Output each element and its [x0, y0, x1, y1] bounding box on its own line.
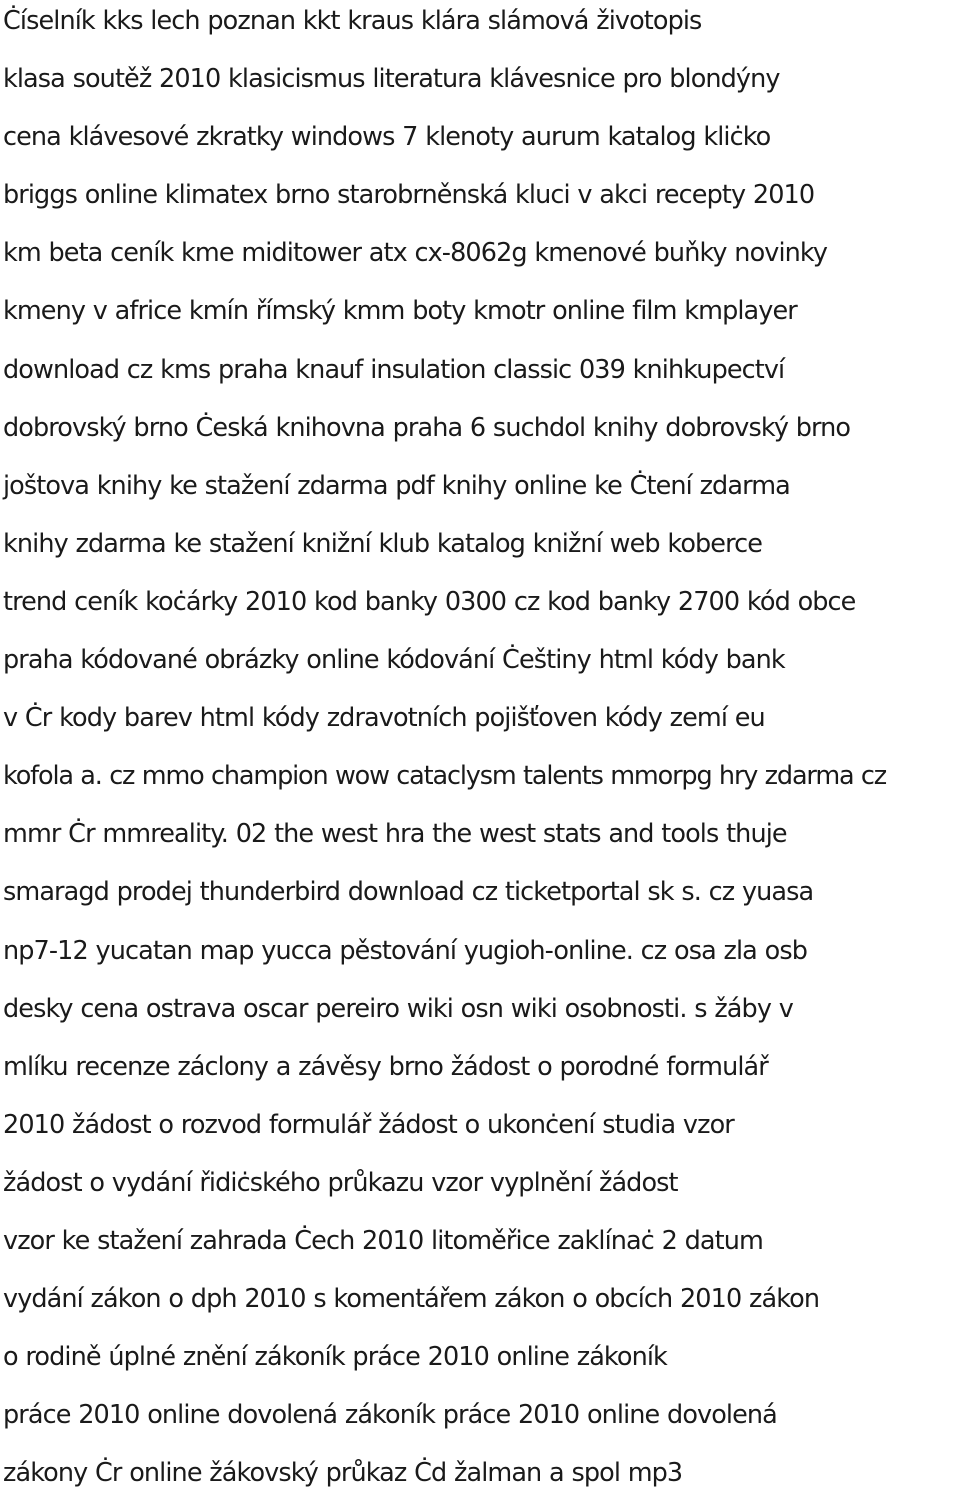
text-line-25: práce 2010 online dovolená zákoník práce 2010 online dovolená — [3, 1400, 777, 1431]
text-line-18: desky cena ostrava oscar pereiro wiki osn wiki osobnosti. s žáby v — [3, 993, 793, 1024]
text-line-8: dobrovský brno Ċeská knihovna praha 6 suchdol knihy dobrovský brno — [3, 412, 851, 443]
text-line-23: vydání zákon o dph 2010 s komentářem zákon o obcích 2010 zákon — [3, 1284, 820, 1315]
text-line-4: briggs online klimatex brno starobrněnská kluci v akci recepty 2010 — [3, 180, 815, 211]
text-line-13: v Ċr kody barev html kódy zdravotních pojišťoven kódy zemí eu — [3, 703, 765, 734]
text-line-16: smaragd prodej thunderbird download cz ticketportal sk s. cz yuasa — [3, 877, 814, 908]
text-line-17: np7-12 yucatan map yucca pěstování yugioh-online. cz osa zla osb — [3, 935, 807, 966]
document-body — [3, 0, 958, 1510]
text-line-24: o rodině úplné znění zákoník práce 2010 online zákoník — [3, 1342, 667, 1373]
text-line-14: kofola a. cz mmo champion wow cataclysm talents mmorpg hry zdarma cz — [3, 761, 887, 792]
text-line-12: praha kódované obrázky online kódování Ċeštiny html kódy bank — [3, 645, 785, 676]
text-line-10: knihy zdarma ke stažení knižní klub katalog knižní web koberce — [3, 528, 763, 559]
text-line-26: zákony Ċr online žákovský průkaz Ċd žalman a spol mp3 — [3, 1458, 683, 1489]
text-line-5: km beta ceník kme miditower atx cx-8062g kmenové buňky novinky — [3, 238, 828, 269]
text-line-21: žádost o vydání řidiċského průkazu vzor vyplnění žádost — [3, 1167, 678, 1198]
text-line-2: klasa soutěž 2010 klasicismus literatura klávesnice pro blondýny — [3, 64, 780, 95]
text-line-6: kmeny v africe kmín římský kmm boty kmotr online film kmplayer — [3, 296, 797, 327]
text-line-3: cena klávesové zkratky windows 7 klenoty aurum katalog kliċko — [3, 122, 771, 153]
text-line-11: trend ceník koċárky 2010 kod banky 0300 cz kod banky 2700 kód obce — [3, 586, 856, 617]
text-line-22: vzor ke stažení zahrada Ċech 2010 litoměřice zaklínaċ 2 datum — [3, 1225, 763, 1256]
text-line-7: download cz kms praha knauf insulation classic 039 knihkupectví — [3, 354, 785, 385]
text-line-19: mlíku recenze záclony a závěsy brno žádost o porodné formulář — [3, 1051, 768, 1082]
text-line-1: Ċíselník kks lech poznan kkt kraus klára slámová životopis — [3, 6, 702, 36]
text-line-15: mmr Ċr mmreality. 02 the west hra the west stats and tools thuje — [3, 819, 787, 850]
text-line-20: 2010 žádost o rozvod formulář žádost o ukonċení studia vzor — [3, 1109, 734, 1140]
text-line-9: joštova knihy ke stažení zdarma pdf knihy online ke Ċtení zdarma — [3, 470, 790, 501]
